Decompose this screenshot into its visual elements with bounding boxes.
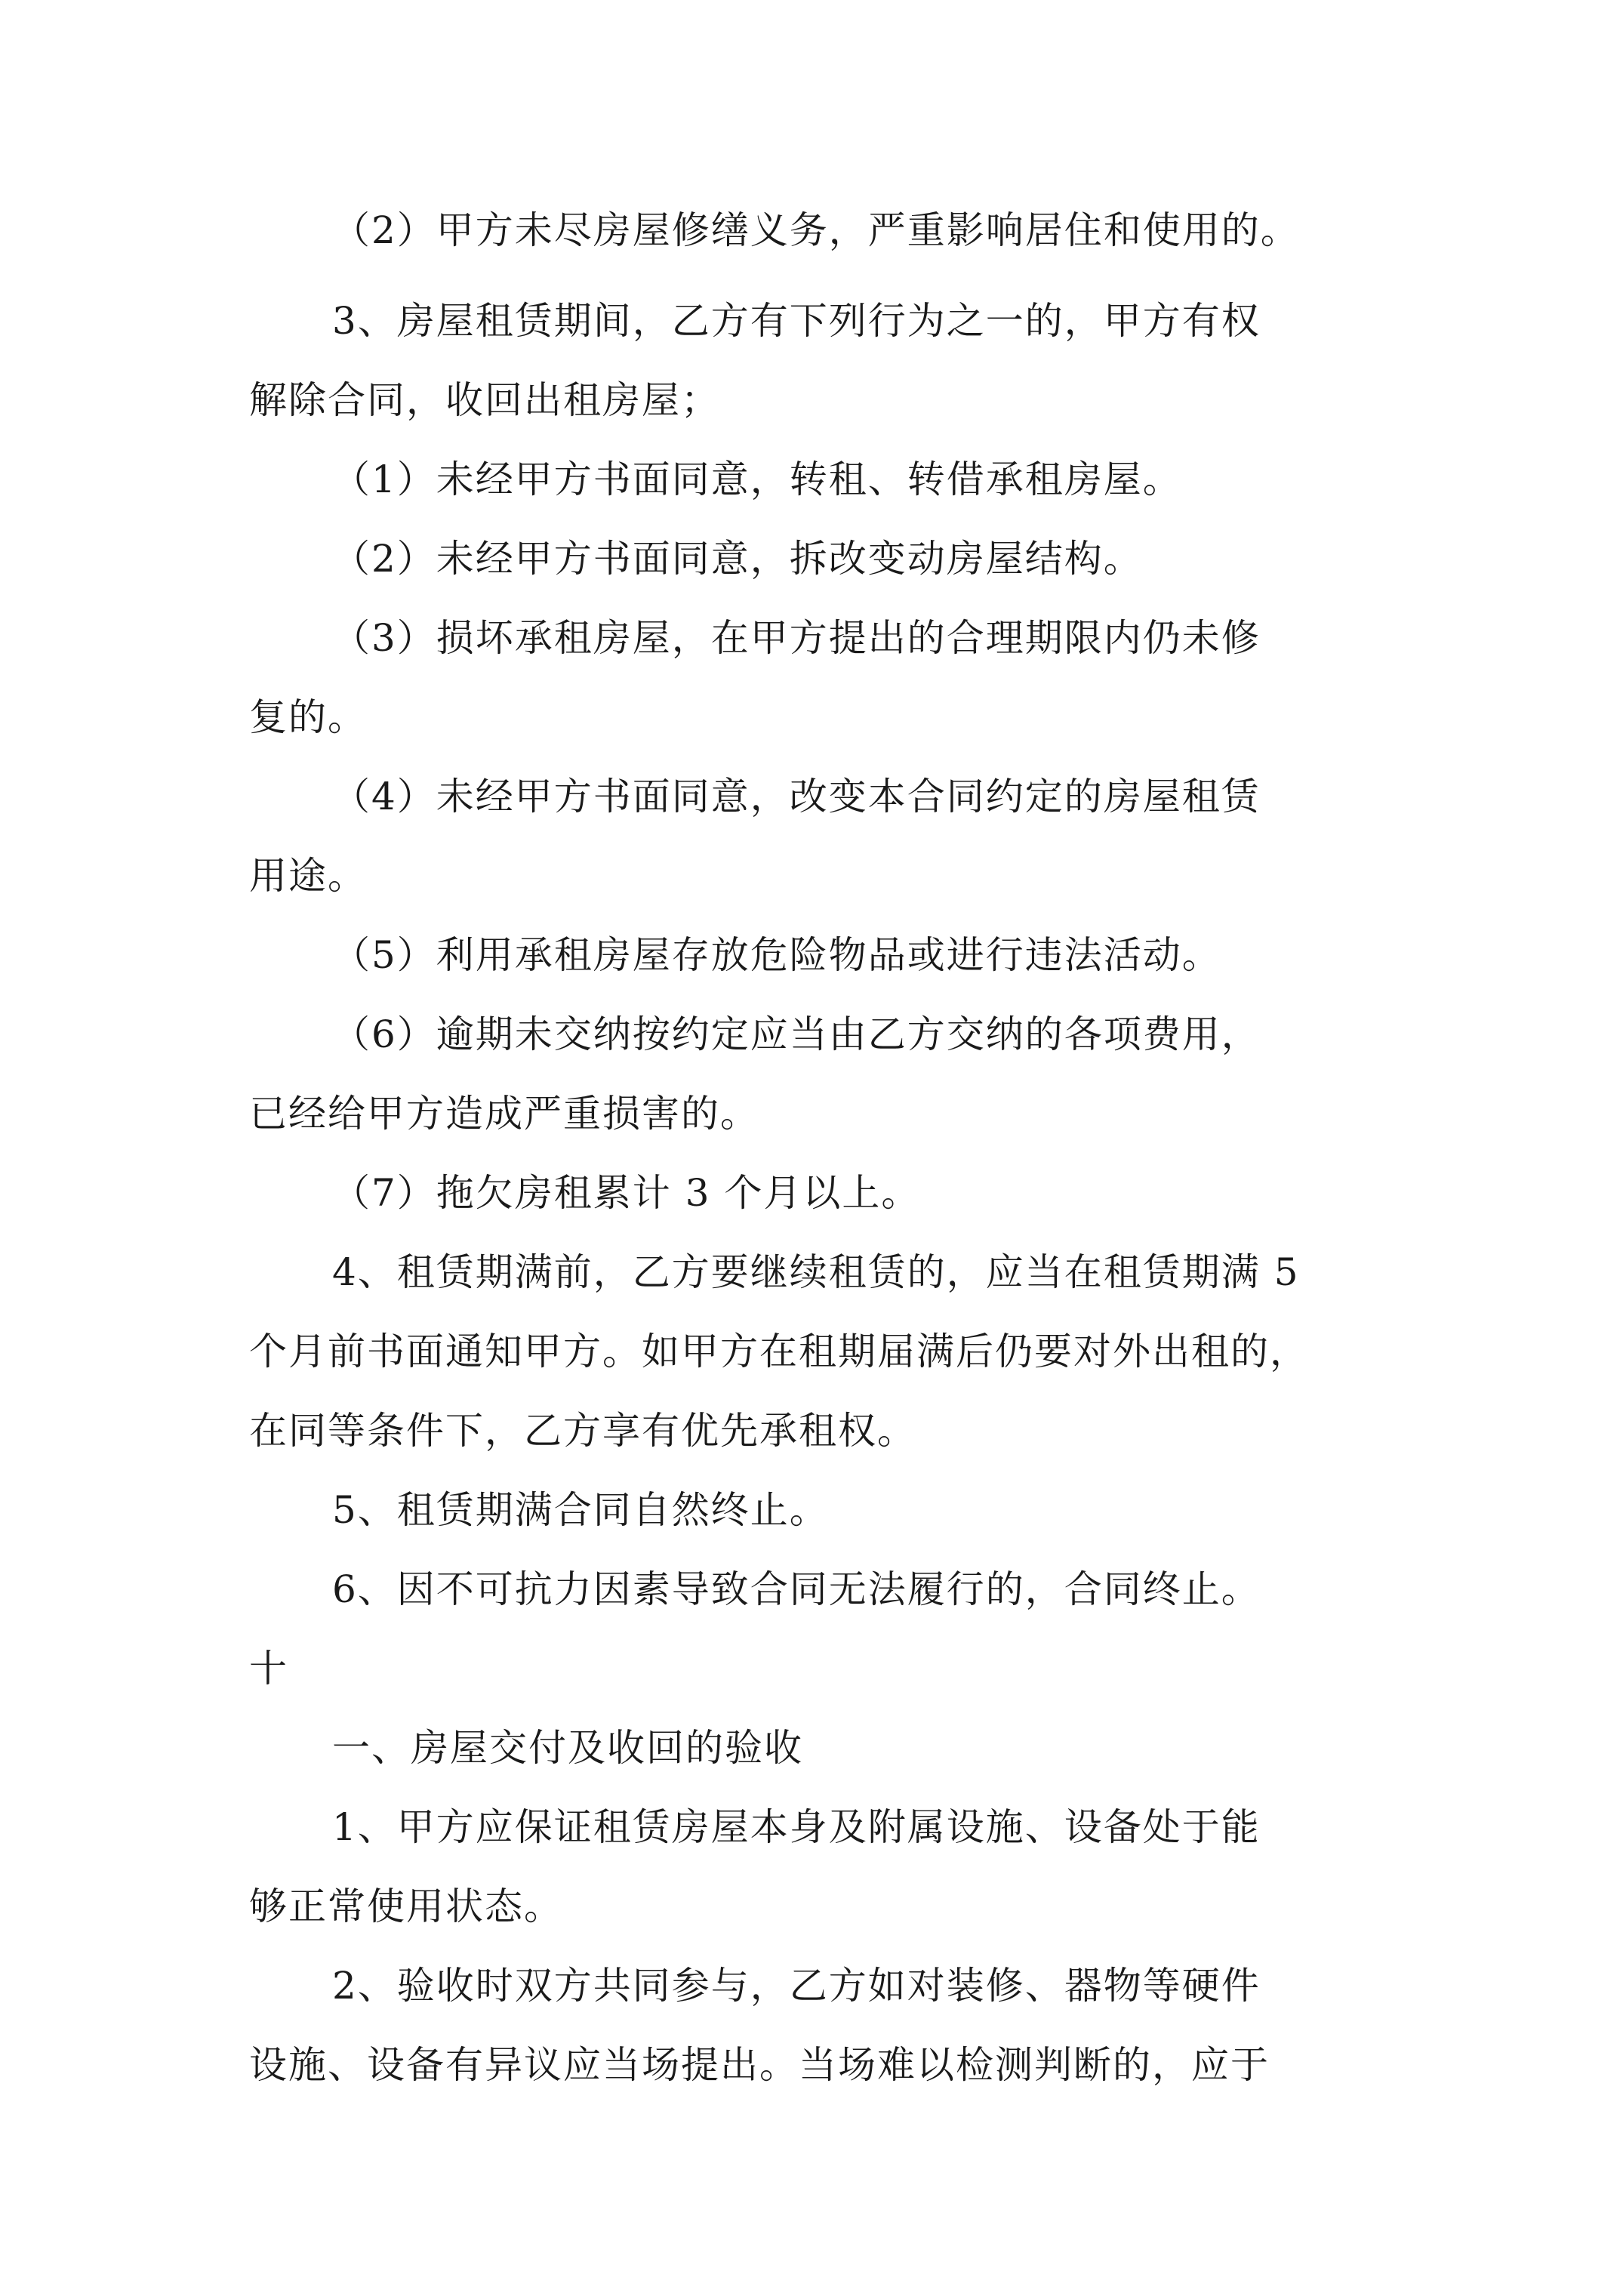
text-line: 设施、设备有异议应当场提出。当场难以检测判断的，应于 xyxy=(249,2043,1270,2087)
text-line: （1）未经甲方书面同意，转租、转借承租房屋。 xyxy=(332,458,1182,501)
text-line: 2、验收时双方共同参与，乙方如对装修、器物等硬件 xyxy=(332,1964,1261,2008)
text-line: 一、房屋交付及收回的验收 xyxy=(332,1726,803,1770)
text-line: （2）未经甲方书面同意，拆改变动房屋结构。 xyxy=(332,537,1143,581)
text-line: 十 xyxy=(249,1647,288,1690)
text-line: 复的。 xyxy=(249,695,367,739)
text-line: 1、甲方应保证租赁房屋本身及附属设施、设备处于能 xyxy=(332,1805,1261,1849)
text-line: 已经给甲方造成严重损害的。 xyxy=(249,1092,759,1136)
text-line: 用途。 xyxy=(249,854,367,898)
text-line: 4、租赁期满前，乙方要继续租赁的，应当在租赁期满 5 xyxy=(332,1250,1300,1294)
text-line: 够正常使用状态。 xyxy=(249,1885,563,1928)
text-line: （7）拖欠房租累计 3 个月以上。 xyxy=(332,1171,921,1215)
text-line: （4）未经甲方书面同意，改变本合同约定的房屋租赁 xyxy=(332,775,1261,818)
text-line: （5）利用承租房屋存放危险物品或进行违法活动。 xyxy=(332,933,1221,977)
text-line: 在同等条件下，乙方享有优先承租权。 xyxy=(249,1409,916,1453)
text-line: （3）损坏承租房屋，在甲方提出的合理期限内仍未修 xyxy=(332,616,1261,660)
text-line: 解除合同，收回出租房屋； xyxy=(249,378,720,422)
text-line: （2）甲方未尽房屋修缮义务，严重影响居住和使用的。 xyxy=(332,208,1300,252)
text-line: 个月前书面通知甲方。如甲方在租期届满后仍要对外出租的， xyxy=(249,1330,1309,1373)
text-line: （6）逾期未交纳按约定应当由乙方交纳的各项费用， xyxy=(332,1012,1261,1056)
text-line: 3、房屋租赁期间，乙方有下列行为之一的，甲方有权 xyxy=(332,299,1261,343)
text-line: 6、因不可抗力因素导致合同无法履行的，合同终止。 xyxy=(332,1567,1261,1611)
text-line: 5、租赁期满合同自然终止。 xyxy=(332,1488,829,1532)
